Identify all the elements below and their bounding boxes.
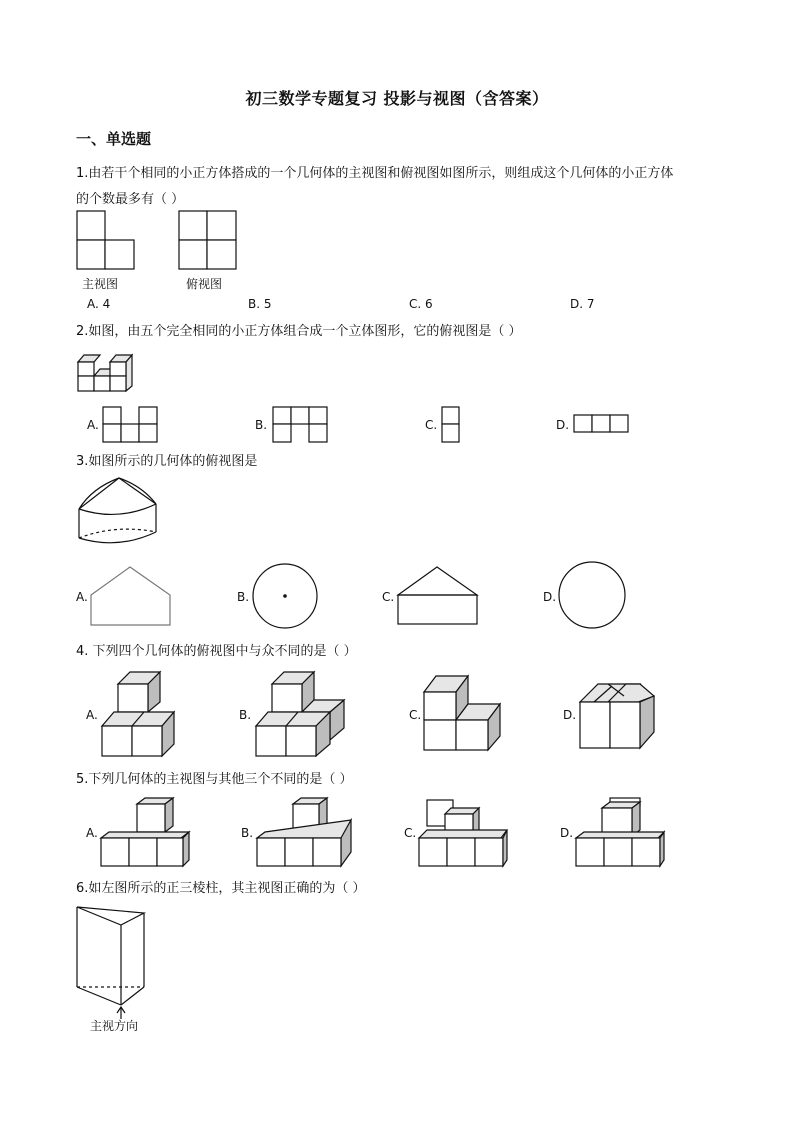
q1-option-a[interactable]: A. 4 bbox=[87, 297, 111, 311]
q2-option-a-figure[interactable] bbox=[102, 406, 158, 444]
page-title: 初三数学专题复习 投影与视图（含答案） bbox=[245, 89, 549, 108]
q1-front-view-figure bbox=[76, 210, 136, 272]
q4-option-d[interactable]: D. bbox=[563, 708, 577, 722]
section-heading: 一、单选题 bbox=[76, 130, 152, 148]
q3-solid-figure bbox=[76, 476, 160, 554]
q4-option-b-figure[interactable] bbox=[254, 666, 350, 760]
q2-solid-figure bbox=[76, 352, 136, 394]
q1-option-d[interactable]: D. 7 bbox=[570, 297, 595, 311]
q2-option-a[interactable]: A. bbox=[87, 418, 99, 432]
q2-option-c[interactable]: C. bbox=[425, 418, 438, 432]
q1-option-c[interactable]: C. 6 bbox=[409, 297, 433, 311]
q4-option-d-figure[interactable] bbox=[578, 682, 658, 752]
q5-option-c[interactable]: C. bbox=[404, 826, 417, 840]
q4-option-b[interactable]: B. bbox=[239, 708, 252, 722]
q4-option-a[interactable]: A. bbox=[86, 708, 98, 722]
q5-option-c-figure[interactable] bbox=[417, 796, 513, 870]
q1-top-view-label: 俯视图 bbox=[186, 277, 223, 291]
q2-option-b-figure[interactable] bbox=[272, 406, 328, 444]
question-3-text: 3.如图所示的几何体的俯视图是 bbox=[76, 454, 258, 469]
q4-option-c[interactable]: C. bbox=[409, 708, 422, 722]
q4-option-c-figure[interactable] bbox=[422, 672, 502, 756]
q2-option-b[interactable]: B. bbox=[255, 418, 268, 432]
q2-option-d-figure[interactable] bbox=[573, 414, 629, 434]
q3-option-c-figure[interactable] bbox=[396, 565, 480, 627]
q2-option-c-figure[interactable] bbox=[441, 406, 461, 444]
q5-option-a-figure[interactable] bbox=[99, 796, 195, 870]
q2-option-d[interactable]: D. bbox=[556, 418, 570, 432]
q3-option-a-figure[interactable] bbox=[89, 565, 173, 627]
q5-option-d-figure[interactable] bbox=[574, 796, 670, 870]
q5-option-d[interactable]: D. bbox=[560, 826, 574, 840]
question-1-text-line1: 1.由若干个相同的小正方体搭成的一个几何体的主视图和俯视图如图所示，则组成这个几何体的小正方体 bbox=[76, 166, 674, 181]
q5-option-b-figure[interactable] bbox=[255, 796, 355, 870]
question-4-text: 4. 下列四个几何体的俯视图中与众不同的是（ ） bbox=[76, 644, 357, 659]
q3-option-d[interactable]: D. bbox=[543, 590, 557, 604]
question-2-text: 2.如图，由五个完全相同的小正方体组合成一个立体图形，它的俯视图是（ ） bbox=[76, 324, 522, 339]
q5-option-b[interactable]: B. bbox=[241, 826, 254, 840]
question-1-text-line2: 的个数最多有（ ） bbox=[76, 192, 185, 207]
q4-option-a-figure[interactable] bbox=[100, 668, 180, 760]
q3-option-d-figure[interactable] bbox=[558, 560, 628, 630]
q3-option-c[interactable]: C. bbox=[382, 590, 395, 604]
q1-front-view-label: 主视图 bbox=[82, 277, 119, 291]
q1-option-b[interactable]: B. 5 bbox=[248, 297, 272, 311]
q1-top-view-figure bbox=[178, 210, 238, 272]
question-5-text: 5.下列几何体的主视图与其他三个不同的是（ ） bbox=[76, 772, 353, 787]
q6-prism-figure bbox=[74, 903, 150, 1021]
q3-option-a[interactable]: A. bbox=[76, 590, 88, 604]
q3-option-b-figure[interactable] bbox=[251, 562, 319, 630]
q6-direction-label: 主视方向 bbox=[90, 1019, 139, 1033]
q3-option-b[interactable]: B. bbox=[237, 590, 250, 604]
q5-option-a[interactable]: A. bbox=[86, 826, 98, 840]
question-6-text: 6.如左图所示的正三棱柱，其主视图正确的为（ ） bbox=[76, 881, 366, 896]
